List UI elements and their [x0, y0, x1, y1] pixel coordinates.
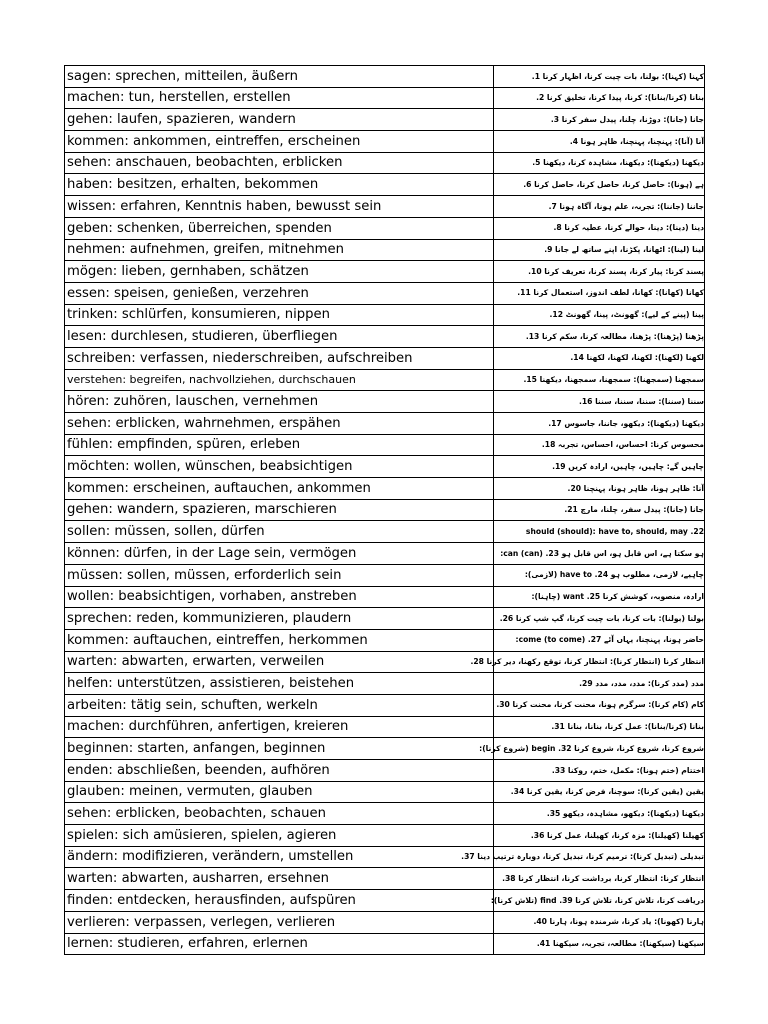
urdu-translation-cell [494, 760, 705, 782]
table-row [65, 825, 705, 847]
urdu-translation-cell [494, 152, 705, 174]
urdu-translation-text: لکھنا (لکھنا): لکھنا، لکھنا، لکھنا 14. [570, 353, 704, 363]
table-row [65, 933, 705, 955]
urdu-translation-cell [461, 846, 705, 868]
table-row [65, 499, 705, 521]
vocabulary-table [64, 65, 705, 955]
urdu-translation-text: لینا (لینا): اٹھانا، پکڑنا، اپنے ساتھ لے جانا 9. [544, 245, 704, 255]
german-synonyms-cell: verstehen: begreifen, nachvollziehen, durchschauen [65, 369, 494, 391]
german-synonyms-cell: trinken: schlürfen, konsumieren, nippen [65, 304, 494, 326]
urdu-translation-text: سمجھنا (سمجھنا): سمجھنا، سمجھنا، دیکھنا 15. [523, 375, 704, 385]
german-synonyms-cell: helfen: unterstützen, assistieren, beistehen [65, 673, 494, 695]
urdu-translation-text: محسوس کرنا: احساس، احساس، تجربہ 18. [541, 440, 704, 450]
urdu-translation-cell [494, 868, 705, 890]
urdu-translation-cell [494, 87, 705, 109]
urdu-translation-cell [494, 478, 705, 500]
table-row [65, 239, 705, 261]
table-row [65, 911, 705, 933]
german-synonyms-cell: nehmen: aufnehmen, greifen, mitnehmen [65, 239, 494, 261]
urdu-translation-text: بنانا (کرنا/بنانا): عمل کرنا، بنانا، بنانا 31. [551, 722, 704, 732]
urdu-translation-text: دیکھنا (دیکھنا): دیکھو، جاننا، جاسوس 17. [548, 418, 704, 428]
german-synonyms-cell: warten: abwarten, erwarten, verweilen [65, 651, 494, 673]
table-row [65, 803, 705, 825]
urdu-translation-text: کھیلنا (کھیلنا): مزہ کرنا، کھیلنا، عمل کرنا 36. [530, 830, 704, 840]
table-row [65, 781, 705, 803]
urdu-translation-cell [494, 543, 705, 565]
german-synonyms-cell: sehen: erblicken, wahrnehmen, erspähen [65, 413, 494, 435]
german-synonyms-cell: schreiben: verfassen, niederschreiben, aufschreiben [65, 347, 494, 369]
german-synonyms-cell: sehen: anschauen, beobachten, erblicken [65, 152, 494, 174]
urdu-translation-cell [494, 911, 705, 933]
german-synonyms-cell: essen: speisen, genießen, verzehren [65, 282, 494, 304]
urdu-translation-text: جانا (جانا): پیدل سفر، چلنا، مارچ 21. [564, 505, 704, 515]
urdu-translation-text: دریافت کرنا، تلاش کرنا، تلاش کرنا 39. find (تلاش کرنا): [490, 895, 704, 905]
table-row [65, 521, 705, 543]
table-row [65, 413, 705, 435]
table-row [65, 261, 705, 283]
urdu-translation-text: اختتام (ختم ہونا): مکمل، ختم، روکنا 33. [551, 765, 704, 775]
table-row [65, 868, 705, 890]
urdu-translation-text: ہارنا (کھونا): یاد کرنا، شرمندہ ہونا، ہارنا 40. [533, 917, 704, 927]
urdu-translation-text: آنا (آنا): پہنچنا، پہنچنا، ظاہر ہونا 4. [569, 136, 704, 146]
german-synonyms-cell: wissen: erfahren, Kenntnis haben, bewusst sein [65, 196, 494, 218]
table-row [65, 109, 705, 131]
urdu-translation-text: پڑھنا (پڑھنا): پڑھنا، مطالعہ کرنا، سکم کرنا 13. [525, 331, 704, 341]
table-row [65, 369, 705, 391]
german-synonyms-cell: können: dürfen, in der Lage sein, vermögen [65, 543, 494, 565]
urdu-translation-text: چاہیں گے: چاہیں، چاہیں، ارادہ کریں 19. [552, 461, 704, 471]
urdu-translation-text: کام (کام کرنا): سرگرم ہونا، محنت کرنا، محنت کرنا 30. [496, 700, 704, 710]
urdu-translation-cell [494, 521, 705, 543]
german-synonyms-cell: möchten: wollen, wünschen, beabsichtigen [65, 456, 494, 478]
urdu-translation-text: ہو سکتا ہے، اس قابل ہو، اس قابل ہو 23. can (can): [500, 548, 704, 558]
german-synonyms-cell: warten: abwarten, ausharren, ersehnen [65, 868, 494, 890]
table-row [65, 478, 705, 500]
urdu-translation-cell [479, 738, 705, 760]
urdu-translation-cell [494, 456, 705, 478]
table-row [65, 716, 705, 738]
table-row [65, 651, 705, 673]
german-synonyms-cell: mögen: lieben, gernhaben, schätzen [65, 261, 494, 283]
urdu-translation-cell [494, 933, 705, 955]
urdu-translation-text: سننا (سننا): سننا، سننا، سننا 16. [578, 396, 704, 406]
table-row [65, 543, 705, 565]
table-row [65, 694, 705, 716]
urdu-translation-text: حاضر ہونا، پہنچنا، یہاں آئے 27. come (to come): [515, 635, 704, 645]
urdu-translation-cell [494, 673, 705, 695]
table-row [65, 608, 705, 630]
german-synonyms-cell: beginnen: starten, anfangen, beginnen [65, 738, 494, 760]
german-synonyms-cell: machen: tun, herstellen, erstellen [65, 87, 494, 109]
table-row [65, 846, 705, 868]
urdu-translation-text: دینا (دینا): دینا، حوالے کرنا، عطیہ کرنا 8. [553, 223, 704, 233]
urdu-translation-cell [494, 174, 705, 196]
urdu-translation-text: 22. should (should): have to, should, may [525, 526, 704, 536]
german-synonyms-cell: müssen: sollen, müssen, erforderlich sein [65, 564, 494, 586]
urdu-translation-cell [494, 694, 705, 716]
german-synonyms-cell: finden: entdecken, herausfinden, aufspüren [65, 890, 494, 912]
urdu-translation-text: سیکھنا (سیکھنا): مطالعہ، تجربہ، سیکھنا 41. [536, 939, 704, 949]
german-synonyms-cell: sagen: sprechen, mitteilen, äußern [65, 66, 494, 88]
table-row [65, 131, 705, 153]
urdu-translation-cell [494, 66, 705, 88]
urdu-translation-text: دیکھنا (دیکھنا): دیکھو، مشاہدہ، دیکھو 35. [546, 808, 704, 818]
german-synonyms-cell: lernen: studieren, erfahren, erlernen [65, 933, 494, 955]
german-synonyms-cell: machen: durchführen, anfertigen, kreieren [65, 716, 494, 738]
german-synonyms-cell: enden: abschließen, beenden, aufhören [65, 760, 494, 782]
urdu-translation-cell [494, 434, 705, 456]
table-row [65, 304, 705, 326]
table-row [65, 347, 705, 369]
table-row [65, 87, 705, 109]
urdu-translation-text: انتظار کرنا (انتظار کرنا): انتظار کرنا، توقع رکھنا، دیر کرنا 28. [470, 657, 704, 667]
german-synonyms-cell: kommen: ankommen, eintreffen, erscheinen [65, 131, 494, 153]
urdu-translation-cell [494, 109, 705, 131]
urdu-translation-text: بنانا (کرنا/بنانا): کرنا، پیدا کرنا، تخلیق کرنا 2. [536, 93, 704, 103]
table-row [65, 890, 705, 912]
urdu-translation-cell [490, 890, 705, 912]
urdu-translation-cell [494, 196, 705, 218]
urdu-translation-text: جاننا (جاننا): تجربہ، علم ہونا، آگاہ ہونا 7. [548, 201, 704, 211]
urdu-translation-cell [494, 716, 705, 738]
urdu-translation-cell [494, 369, 705, 391]
german-synonyms-cell: kommen: auftauchen, eintreffen, herkommen [65, 629, 494, 651]
table-row [65, 564, 705, 586]
urdu-translation-text: ارادہ، منصوبہ، کوشش کرنا 25. want (چاہنا): [531, 592, 704, 602]
table-row [65, 738, 705, 760]
urdu-translation-cell [494, 391, 705, 413]
german-synonyms-cell: glauben: meinen, vermuten, glauben [65, 781, 494, 803]
urdu-translation-text: تبدیلی (تبدیل کرنا): ترمیم کرنا، تبدیل کرنا، دوبارہ ترتیب دینا 37. [461, 852, 704, 862]
urdu-translation-cell [494, 131, 705, 153]
german-synonyms-cell: geben: schenken, überreichen, spenden [65, 217, 494, 239]
german-synonyms-cell: sprechen: reden, kommunizieren, plaudern [65, 608, 494, 630]
german-synonyms-cell: haben: besitzen, erhalten, bekommen [65, 174, 494, 196]
urdu-translation-text: مدد (مدد کرنا): مدد، مدد، مدد 29. [579, 678, 704, 688]
urdu-translation-text: چاہیے، لازمی، مطلوب ہو 24. have to (لازمی): [524, 570, 704, 580]
german-synonyms-cell: arbeiten: tätig sein, schuften, werkeln [65, 694, 494, 716]
urdu-translation-text: جانا (جانا): دوڑنا، چلنا، پیدل سفر کرنا 3. [550, 114, 704, 124]
urdu-translation-text: یقین (یقین کرنا): سوچنا، فرض کرنا، یقین کرنا 34. [510, 787, 704, 797]
german-synonyms-cell: fühlen: empfinden, spüren, erleben [65, 434, 494, 456]
urdu-translation-text: شروع کرنا، شروع کرنا، شروع کرنا 32. begin (شروع کرنا): [479, 743, 704, 753]
urdu-translation-text: بولنا (بولنا): بات کرنا، بات چیت کرنا، گپ شپ کرنا 26. [499, 613, 704, 623]
german-synonyms-cell: hören: zuhören, lauschen, vernehmen [65, 391, 494, 413]
urdu-translation-cell [494, 239, 705, 261]
table-row [65, 174, 705, 196]
german-synonyms-cell: gehen: wandern, spazieren, marschieren [65, 499, 494, 521]
urdu-translation-text: پینا (پینے کے لیے): گھونٹ، پینا، گھونٹ 12. [549, 310, 704, 320]
urdu-translation-cell [494, 347, 705, 369]
urdu-translation-text: کہنا (کہنا): بولنا، بات چیت کرنا، اظہار کرنا 1. [531, 71, 704, 81]
urdu-translation-cell [494, 608, 705, 630]
german-synonyms-cell: sehen: erblicken, beobachten, schauen [65, 803, 494, 825]
urdu-translation-text: کھانا (کھانا): کھانا، لطف اندوز، استعمال کرنا 11. [517, 288, 704, 298]
urdu-translation-cell [494, 217, 705, 239]
urdu-translation-cell [494, 282, 705, 304]
urdu-translation-text: ہے (ہونا): حاصل کرنا، حاصل کرنا، حاصل کرنا 6. [523, 179, 704, 189]
urdu-translation-text: آنا: ظاہر ہونا، ظاہر ہونا، پہنچنا 20. [567, 483, 704, 493]
table-row [65, 586, 705, 608]
german-synonyms-cell: verlieren: verpassen, verlegen, verlieren [65, 911, 494, 933]
urdu-translation-cell [494, 261, 705, 283]
table-row [65, 66, 705, 88]
german-synonyms-cell: sollen: müssen, sollen, dürfen [65, 521, 494, 543]
table-row [65, 196, 705, 218]
urdu-translation-cell [470, 651, 705, 673]
german-synonyms-cell: gehen: laufen, spazieren, wandern [65, 109, 494, 131]
vocabulary-table-body [65, 66, 705, 955]
table-row [65, 456, 705, 478]
urdu-translation-cell [494, 825, 705, 847]
table-row [65, 760, 705, 782]
urdu-translation-cell [494, 586, 705, 608]
urdu-translation-cell [494, 326, 705, 348]
table-row [65, 152, 705, 174]
german-synonyms-cell: kommen: erscheinen, auftauchen, ankommen [65, 478, 494, 500]
urdu-translation-cell [494, 413, 705, 435]
urdu-translation-cell [494, 499, 705, 521]
table-row [65, 282, 705, 304]
table-row [65, 629, 705, 651]
urdu-translation-cell [494, 564, 705, 586]
table-row [65, 217, 705, 239]
urdu-translation-text: دیکھنا (دیکھنا): دیکھنا، مشاہدہ کرنا، دیکھنا 5. [532, 158, 704, 168]
urdu-translation-text: انتظار کرنا: انتظار کرنا، برداشت کرنا، انتظار کرنا 38. [502, 873, 704, 883]
table-row [65, 434, 705, 456]
german-synonyms-cell: lesen: durchlesen, studieren, überfliegen [65, 326, 494, 348]
urdu-translation-cell [494, 304, 705, 326]
urdu-translation-cell [494, 803, 705, 825]
urdu-translation-text: پسند کرنا: پیار کرنا، پسند کرنا، تعریف کرنا 10. [528, 266, 704, 276]
table-row [65, 673, 705, 695]
urdu-translation-cell [494, 781, 705, 803]
german-synonyms-cell: ändern: modifizieren, verändern, umstellen [65, 846, 494, 868]
german-synonyms-cell: wollen: beabsichtigen, vorhaben, anstreben [65, 586, 494, 608]
table-row [65, 326, 705, 348]
urdu-translation-cell [494, 629, 705, 651]
german-synonyms-cell: spielen: sich amüsieren, spielen, agieren [65, 825, 494, 847]
table-row [65, 391, 705, 413]
